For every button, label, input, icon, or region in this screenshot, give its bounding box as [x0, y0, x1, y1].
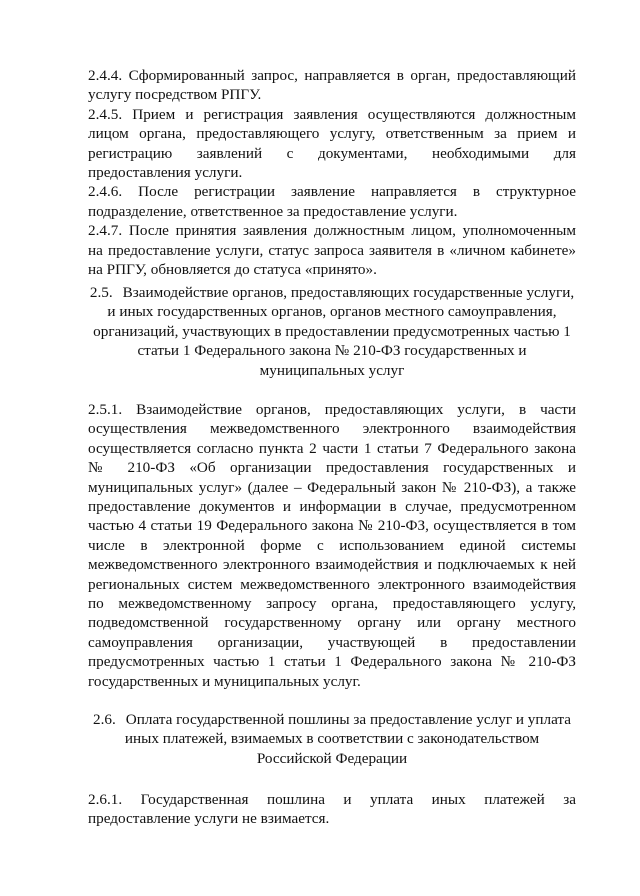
section-2-5-number: 2.5.: [89, 284, 113, 301]
paragraph-2-5-1: 2.5.1. Взаимодействие органов, предоставляющих услуги, в части осуществления межведомственного электронного взаимодействия осуществляется согласно пункта 2 части 1 статьи 7 Федерального закона № 210-ФЗ «Об организации предоставления государственных и муниципальных услуг» (далее – Федеральный закон № 210-ФЗ), а также предоставление документов и информации в случае, предусмотренном частью 4 статьи 19 Федерального закона № 210-ФЗ, осуществляется в том числе в электронной форме с использованием единой системы межведомственного электронного взаимодействия и подключаемых к ней региональных систем межведомственного электронного взаимодействия по межведомственному запросу органа, предоставляющего услугу, подведомственной государственному органу или органу местного самоуправления организации, участвующей в предоставлении предусмотренных частью 1 статьи 1 Федерального закона № 210-ФЗ государственных и муниципальных услуг.: [88, 401, 576, 690]
section-2-6-number: 2.6.: [92, 711, 116, 728]
paragraph-2-4-7: 2.4.7. После принятия заявления должностным лицом, уполномоченным на предоставление услуги, статус запроса заявителя в «личном кабинете» на РПГУ, обновляется до статуса «принято».: [88, 222, 576, 279]
section-2-5-title: Взаимодействие органов, предоставляющих государственные услуги, и иных государственных органов, органов местного самоуправления, организаций, участвующих в предоставлении предусмотренных частью 1 статьи 1 Федерального закона № 210-ФЗ государственных и муниципальных услуг: [93, 284, 575, 379]
paragraph-2-4-5: 2.4.5. Прием и регистрация заявления осуществляются должностным лицом органа, предоставляющего услугу, ответственным за прием и регистрацию заявлений с документами, необходимыми для предоставления услуги.: [88, 105, 576, 182]
section-2-5-heading: [88, 283, 576, 380]
paragraph-2-4-4: 2.4.4. Сформированный запрос, направляется в орган, предоставляющий услугу посредством РПГУ.: [88, 67, 576, 104]
section-2-4-paragraphs: [88, 66, 576, 279]
paragraph-2-6-1: 2.6.1. Государственная пошлина и уплата иных платежей за предоставление услуги не взимается.: [88, 791, 576, 828]
section-2-6-body: [88, 790, 576, 829]
section-2-6-title: Оплата государственной пошлины за предоставление услуг и уплата иных платежей, взимаемых в соответствии с законодательством Российской Федерации: [124, 711, 571, 767]
section-2-6-heading: [88, 710, 576, 768]
section-2-5-body: [88, 400, 576, 691]
paragraph-2-4-6: 2.4.6. После регистрации заявление направляется в структурное подразделение, ответственное за предоставление услуги.: [88, 183, 576, 220]
